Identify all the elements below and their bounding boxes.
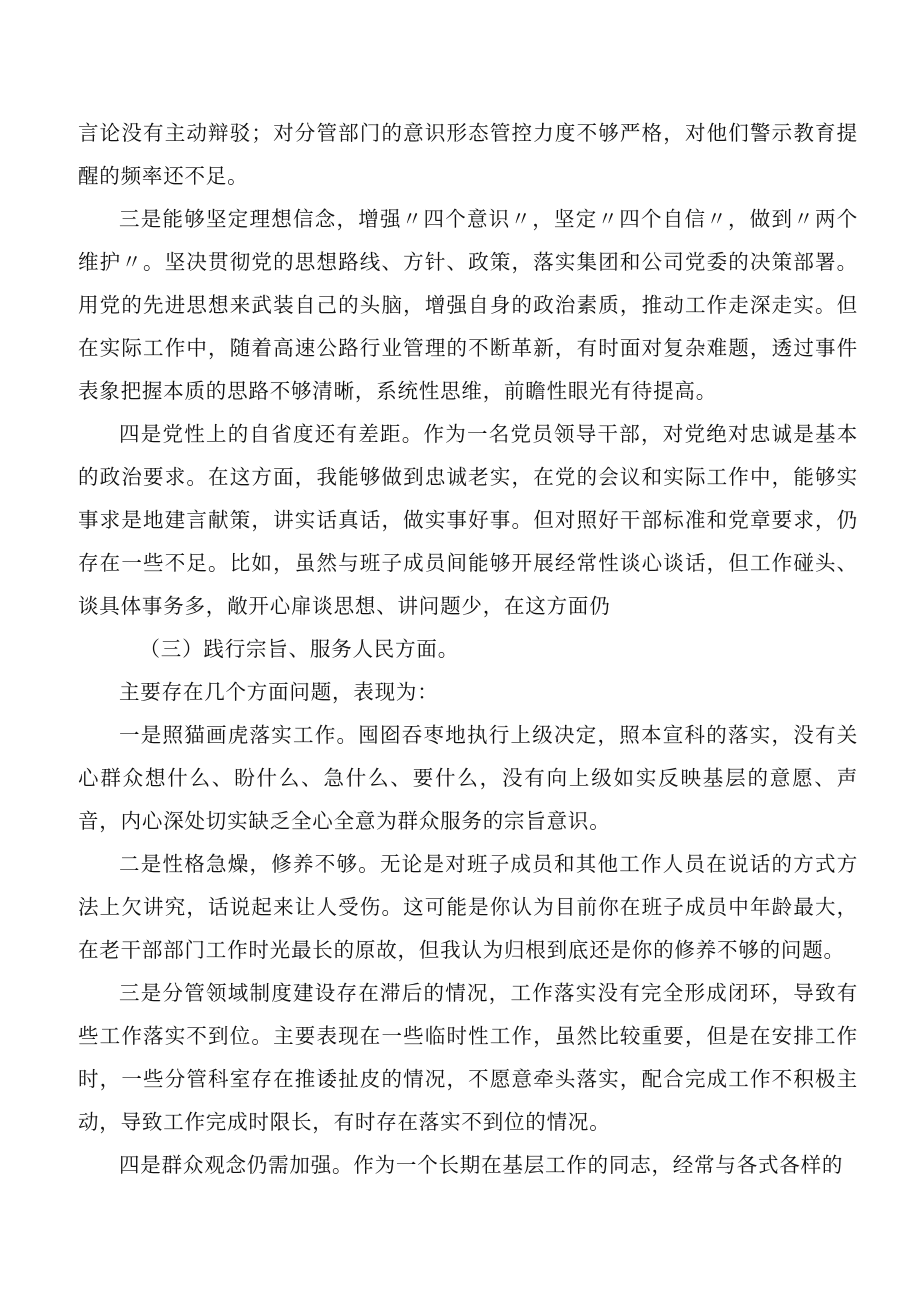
- section-heading: （三）践行宗旨、服务人民方面。: [139, 637, 459, 661]
- paragraph-point-three: 三是能够坚定理想信念，增强〃四个意识〃，坚定〃四个自信〃，做到〃两个维护〃。坚决贯彻党的思想路线、方针、政策，落实集团和公司党委的决策部署。用党的先进思想来武装自己的头脑，增强自身的政治素质，推动工作走深走实。但在实际工作中，随着高速公路行业管理的不断革新，有时面对复杂难题，透过事件表象把握本质的思路不够清晰，系统性思维，前瞻性眼光有待提高。: [78, 207, 858, 403]
- document-body: [78, 112, 858, 1187]
- paragraph-continuation: 言论没有主动辩驳；对分管部门的意识形态管控力度不够严格，对他们警示教育提醒的频率还不足。: [78, 121, 858, 188]
- paragraph-point-one: 一是照猫画虎落实工作。囤囵吞枣地执行上级决定，照本宣科的落实，没有关心群众想什么、盼什么、急什么、要什么，没有向上级如实反映基层的意愿、声音，内心深处切实缺乏全心全意为群众服务的宗旨意识。: [78, 723, 858, 833]
- paragraph-point-two: 二是性格急燥，修养不够。无论是对班子成员和其他工作人员在说话的方式方法上欠讲究，话说起来让人受伤。这可能是你认为目前你在班子成员中年龄最大，在老干部部门工作时光最长的原故，但我认为归根到底还是你的修养不够的问题。: [78, 852, 858, 962]
- paragraph-point-four: 四是党性上的自省度还有差距。作为一名党员领导干部，对党绝对忠诚是基本的政治要求。在这方面，我能够做到忠诚老实，在党的会议和实际工作中，能够实事求是地建言献策，讲实话真话，做实事好事。但对照好干部标准和党章要求，仍存在一些不足。比如，虽然与班子成员间能够开展经常性谈心谈话，但工作碰头、谈具体事务多，敞开心扉谈思想、讲问题少，在这方面仍: [78, 422, 858, 618]
- paragraph-point-three-b: 三是分管领域制度建设存在滞后的情况，工作落实没有完全形成闭环，导致有些工作落实不到位。主要表现在一些临时性工作，虽然比较重要，但是在安排工作时，一些分管科室存在推诿扯皮的情况，不愿意牵头落实，配合完成工作不积极主动，导致工作完成时限长，有时存在落实不到位的情况。: [78, 981, 858, 1134]
- paragraph-intro: 主要存在几个方面问题，表现为：: [119, 680, 439, 704]
- paragraph-point-four-b: 四是群众观念仍需加强。作为一个长期在基层工作的同志，经常与各式各样的: [119, 1153, 844, 1177]
